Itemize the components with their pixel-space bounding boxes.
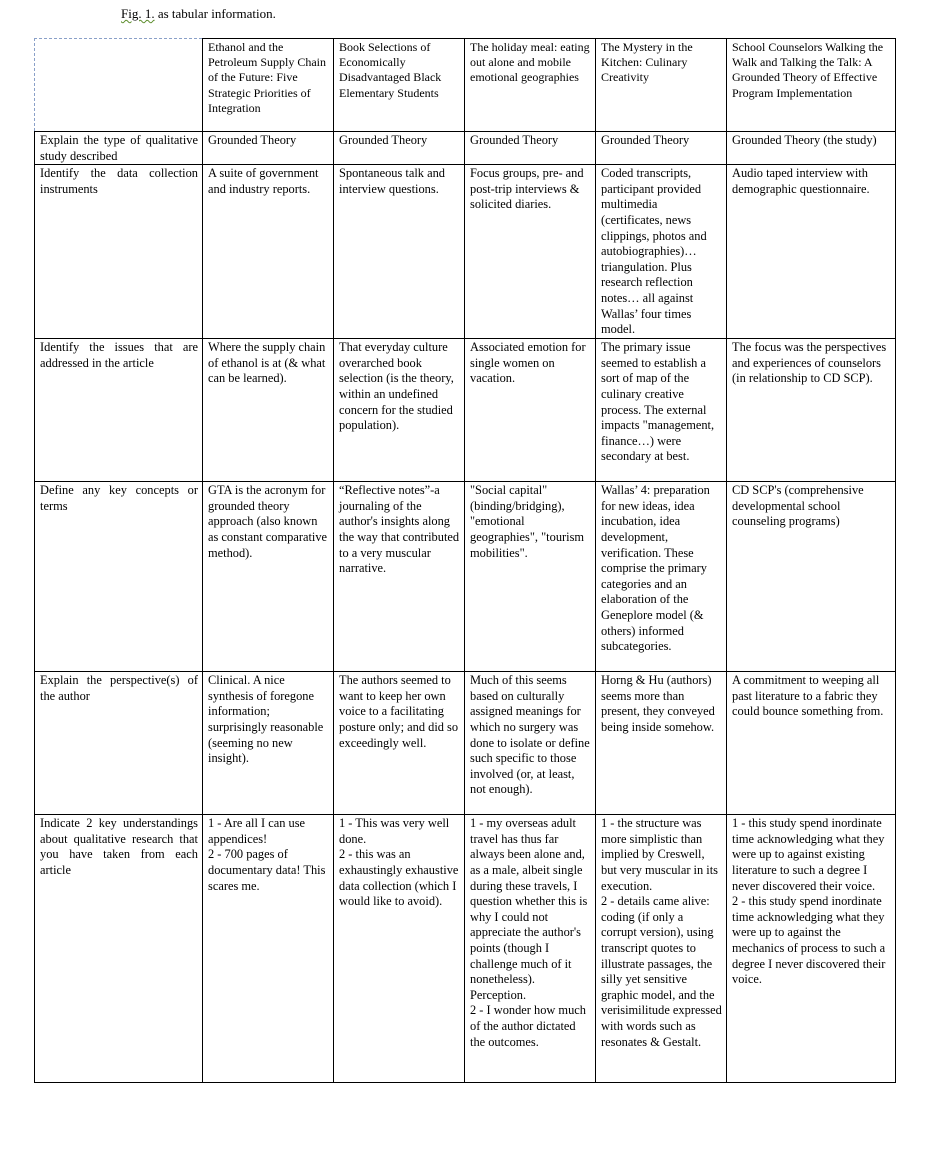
table-cell: 1 - my overseas adult travel has thus far always been alone and, as a male, albeit single during these travels, I question whether this is why I could not appreciate the author's points (though I challenge much of it nonetheless). Perception. 2 - I wonder how much of the author dictated the outcomes.	[465, 815, 596, 1083]
table-cell: "Social capital" (binding/bridging), "emotional geographies", "tourism mobilities".	[465, 482, 596, 672]
corner-cell	[35, 39, 203, 132]
row-label: Identify the data collection instruments	[35, 165, 203, 339]
figure-caption	[121, 6, 276, 22]
table-cell: The primary issue seemed to establish a sort of map of the culinary creative process. The external impacts "management, finance…) were secondary at best.	[596, 339, 727, 482]
column-header: School Counselors Walking the Walk and Talking the Talk: A Grounded Theory of Effective Program Implementation	[727, 39, 896, 132]
row-label: Indicate 2 key understandings about qualitative research that you have taken from each article	[35, 815, 203, 1083]
row-label: Define any key concepts or terms	[35, 482, 203, 672]
table-cell: Coded transcripts, participant provided multimedia (certificates, news clippings, photos and autobiographies)… triangulation. Plus research reflection notes… all against Wallas’ four times model.	[596, 165, 727, 339]
table-row	[35, 339, 896, 482]
table-row	[35, 815, 896, 1083]
table-cell: Wallas’ 4: preparation for new ideas, idea incubation, idea development, verification. These comprise the primary categories and an elaboration of the Geneplore model (& others) informed subcategories.	[596, 482, 727, 672]
table-cell: Grounded Theory	[334, 132, 465, 165]
figure-number: Fig. 1.	[121, 6, 155, 21]
row-label: Explain the perspective(s) of the author	[35, 672, 203, 815]
table-cell: Clinical. A nice synthesis of foregone information; surprisingly reasonable (seeming no new insight).	[203, 672, 334, 815]
table-cell: The authors seemed to want to keep her own voice to a facilitating posture only; and did so exceedingly well.	[334, 672, 465, 815]
table-cell: Where the supply chain of ethanol is at (& what can be learned).	[203, 339, 334, 482]
row-label: Explain the type of qualitative study described	[35, 132, 203, 165]
table-cell: That everyday culture overarched book selection (is the theory, within an undefined concern for the studied population).	[334, 339, 465, 482]
table-cell: 1 - this study spend inordinate time acknowledging what they were up to against existing literature to such a degree I never discovered their voice. 2 - this study spend inordinate time acknowledging what they were up to against the mechanics of process to such a degree I never discovered their voice.	[727, 815, 896, 1083]
table-cell: A suite of government and industry reports.	[203, 165, 334, 339]
header-row	[35, 39, 896, 132]
table-row	[35, 482, 896, 672]
comparison-table	[34, 38, 896, 1083]
row-label: Identify the issues that are addressed in the article	[35, 339, 203, 482]
table-cell: 1 - the structure was more simplistic than implied by Creswell, but very muscular in its execution. 2 - details came alive: coding (if only a corrupt version), using transcript quotes to illustrate passages, the silly yet sensitive graphic model, and the verisimilitude expressed with words such as resonates & Gestalt.	[596, 815, 727, 1083]
table-cell: Associated emotion for single women on vacation.	[465, 339, 596, 482]
table-cell: Grounded Theory	[465, 132, 596, 165]
table-row	[35, 132, 896, 165]
table-row	[35, 165, 896, 339]
column-header: Ethanol and the Petroleum Supply Chain of the Future: Five Strategic Priorities of Integration	[203, 39, 334, 132]
table-cell: Grounded Theory	[203, 132, 334, 165]
table-cell: Horng & Hu (authors) seems more than present, they conveyed being inside somehow.	[596, 672, 727, 815]
table-cell: 1 - Are all I can use appendices! 2 - 700 pages of documentary data! This scares me.	[203, 815, 334, 1083]
table-cell: A commitment to weeping all past literature to a fabric they could bounce something from.	[727, 672, 896, 815]
table-cell: Grounded Theory	[596, 132, 727, 165]
table-cell: Spontaneous talk and interview questions.	[334, 165, 465, 339]
table-cell: Audio taped interview with demographic questionnaire.	[727, 165, 896, 339]
column-header: Book Selections of Economically Disadvantaged Black Elementary Students	[334, 39, 465, 132]
table-cell: Much of this seems based on culturally assigned meanings for which no surgery was done to isolate or define such specific to those involved (or, at least, not enough).	[465, 672, 596, 815]
table-cell: Focus groups, pre- and post-trip interviews & solicited diaries.	[465, 165, 596, 339]
table-row	[35, 672, 896, 815]
table-cell: 1 - This was very well done. 2 - this was an exhaustingly exhaustive data collection (which I would like to avoid).	[334, 815, 465, 1083]
table-cell: “Reflective notes”-a journaling of the author's insights along the way that contributed to a very muscular narrative.	[334, 482, 465, 672]
figure-caption-text: as tabular information.	[157, 6, 276, 21]
column-header: The holiday meal: eating out alone and mobile emotional geographies	[465, 39, 596, 132]
table-cell: The focus was the perspectives and experiences of counselors (in relationship to CD SCP).	[727, 339, 896, 482]
column-header: The Mystery in the Kitchen: Culinary Creativity	[596, 39, 727, 132]
table-cell: GTA is the acronym for grounded theory approach (also known as constant comparative method).	[203, 482, 334, 672]
table-cell: Grounded Theory (the study)	[727, 132, 896, 165]
table-cell: CD SCP's (comprehensive developmental school counseling programs)	[727, 482, 896, 672]
